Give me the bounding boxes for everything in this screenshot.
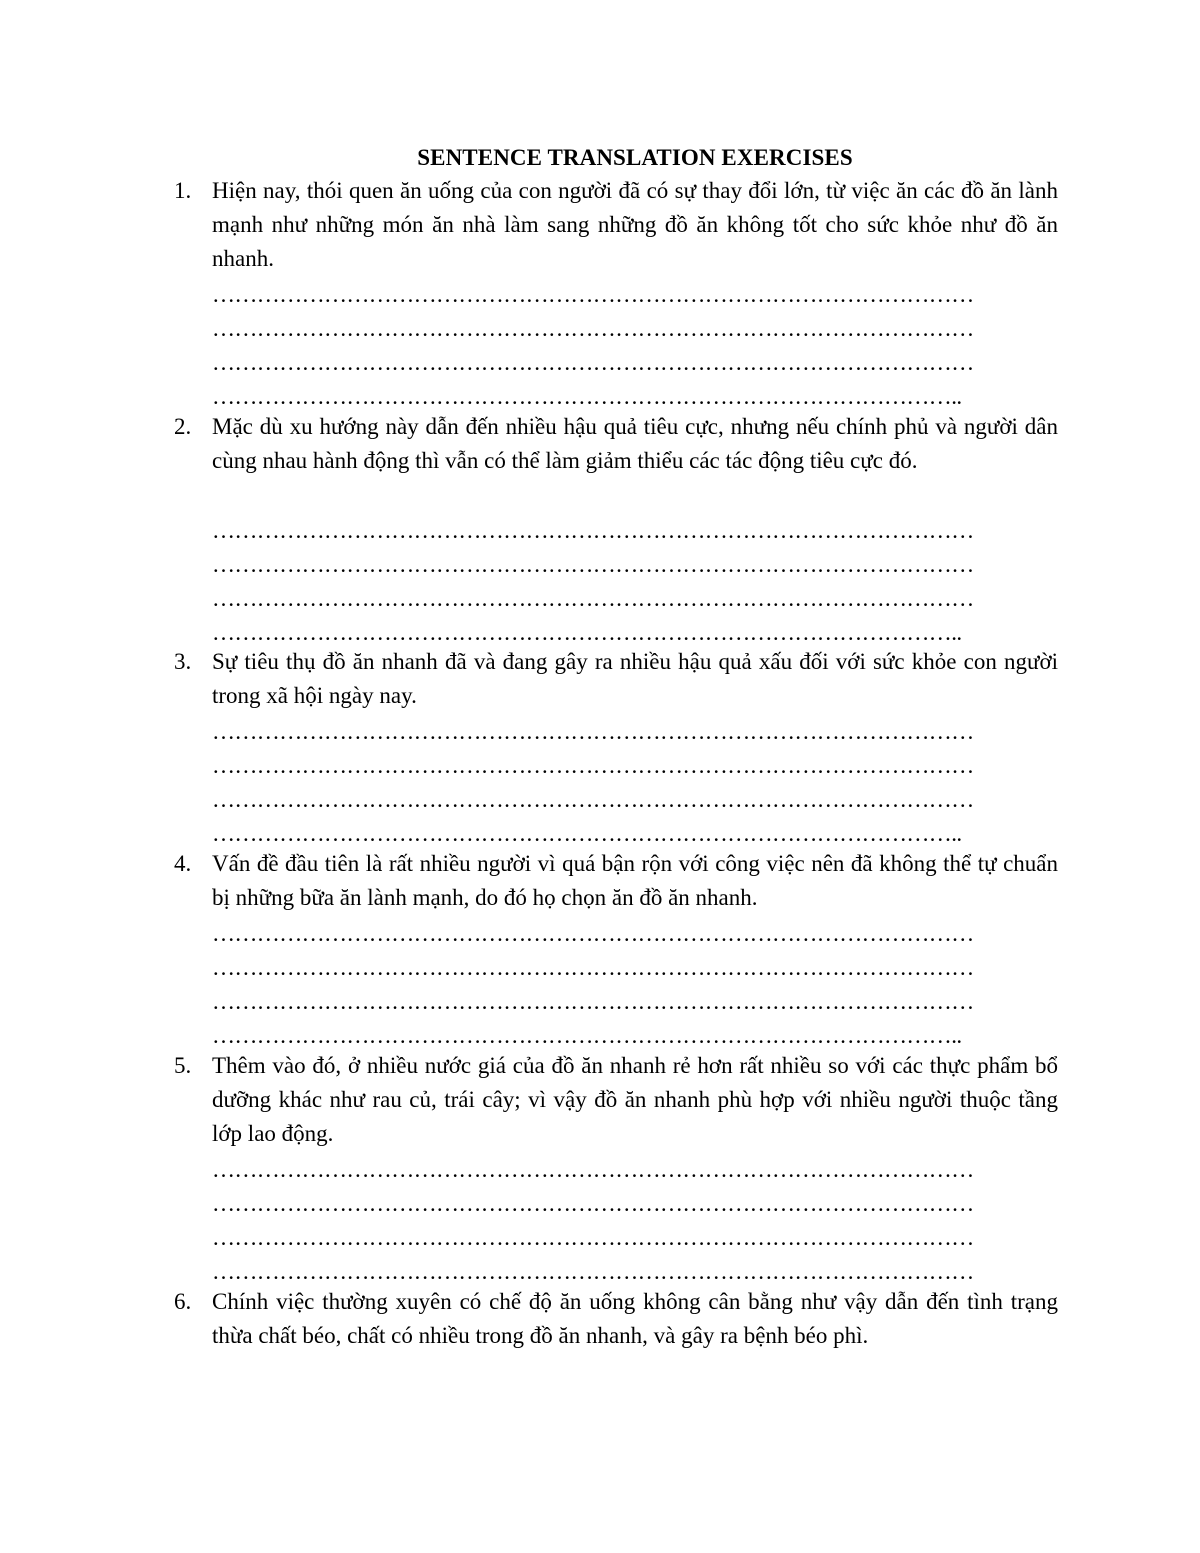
answer-line[interactable]: ………………………………………………………………………………………… <box>212 586 974 611</box>
answer-line[interactable]: ………………………………………………………………………………………… <box>212 518 974 543</box>
answer-line[interactable]: ……………………………………………………………………………………….. <box>212 384 962 409</box>
answer-line[interactable]: ………………………………………………………………………………………… <box>212 1191 974 1216</box>
answer-area[interactable] <box>212 715 1058 851</box>
answer-line[interactable]: ………………………………………………………………………………………… <box>212 753 974 778</box>
answer-line[interactable]: ……………………………………………………………………………………….. <box>212 821 962 846</box>
answer-line[interactable]: ………………………………………………………………………………………… <box>212 1259 974 1284</box>
exercise-number: 2. <box>174 414 192 439</box>
exercise-prompt: Hiện nay, thói quen ăn uống của con người đã có sự thay đổi lớn, từ việc ăn các đồ ăn lành mạnh như những món ăn nhà làm sang những đồ ăn không tốt cho sức khỏe như đồ ăn nhanh. <box>212 178 1058 271</box>
exercise-number: 5. <box>174 1053 192 1078</box>
answer-line[interactable]: ………………………………………………………………………………………… <box>212 787 974 812</box>
answer-line[interactable]: ……………………………………………………………………………………….. <box>212 620 962 645</box>
page-title: SENTENCE TRANSLATION EXERCISES <box>417 145 853 170</box>
exercise-number: 1. <box>174 178 192 203</box>
answer-line[interactable]: ………………………………………………………………………………………… <box>212 1157 974 1182</box>
exercise-prompt: Mặc dù xu hướng này dẫn đến nhiều hậu quả tiêu cực, nhưng nếu chính phủ và người dân cùng nhau hành động thì vẫn có thể làm giảm thiểu các tác động tiêu cực đó. <box>212 414 1058 473</box>
exercise-number: 6. <box>174 1289 192 1314</box>
answer-area[interactable] <box>212 514 1058 650</box>
exercise-number: 4. <box>174 851 192 876</box>
answer-line[interactable]: ………………………………………………………………………………………… <box>212 282 974 307</box>
exercise-prompt: Thêm vào đó, ở nhiều nước giá của đồ ăn nhanh rẻ hơn rất nhiều so với các thực phẩm bổ dưỡng khác như rau củ, trái cây; vì vậy đồ ăn nhanh phù hợp với nhiều người thuộc tầng lớp lao động. <box>212 1053 1058 1146</box>
answer-line[interactable]: ………………………………………………………………………………………… <box>212 719 974 744</box>
answer-line[interactable]: ………………………………………………………………………………………… <box>212 316 974 341</box>
exercise-number: 3. <box>174 649 192 674</box>
answer-line[interactable]: ………………………………………………………………………………………… <box>212 989 974 1014</box>
exercise-prompt: Sự tiêu thụ đồ ăn nhanh đã và đang gây ra nhiều hậu quả xấu đối với sức khỏe con người trong xã hội ngày nay. <box>212 649 1058 708</box>
answer-line[interactable]: ……………………………………………………………………………………….. <box>212 1023 962 1048</box>
exercise-prompt: Vấn đề đầu tiên là rất nhiều người vì quá bận rộn với công việc nên đã không thể tự chuẩn bị những bữa ăn lành mạnh, do đó họ chọn ăn đồ ăn nhanh. <box>212 851 1058 910</box>
answer-area[interactable] <box>212 278 1058 414</box>
answer-area[interactable] <box>212 1153 1058 1289</box>
answer-area[interactable] <box>212 917 1058 1053</box>
exercise-prompt: Chính việc thường xuyên có chế độ ăn uống không cân bằng như vậy dẫn đến tình trạng thừa chất béo, chất có nhiều trong đồ ăn nhanh, và gây ra bệnh béo phì. <box>212 1289 1058 1348</box>
answer-line[interactable]: ………………………………………………………………………………………… <box>212 955 974 980</box>
answer-line[interactable]: ………………………………………………………………………………………… <box>212 921 974 946</box>
answer-line[interactable]: ………………………………………………………………………………………… <box>212 1225 974 1250</box>
answer-line[interactable]: ………………………………………………………………………………………… <box>212 552 974 577</box>
answer-line[interactable]: ………………………………………………………………………………………… <box>212 350 974 375</box>
